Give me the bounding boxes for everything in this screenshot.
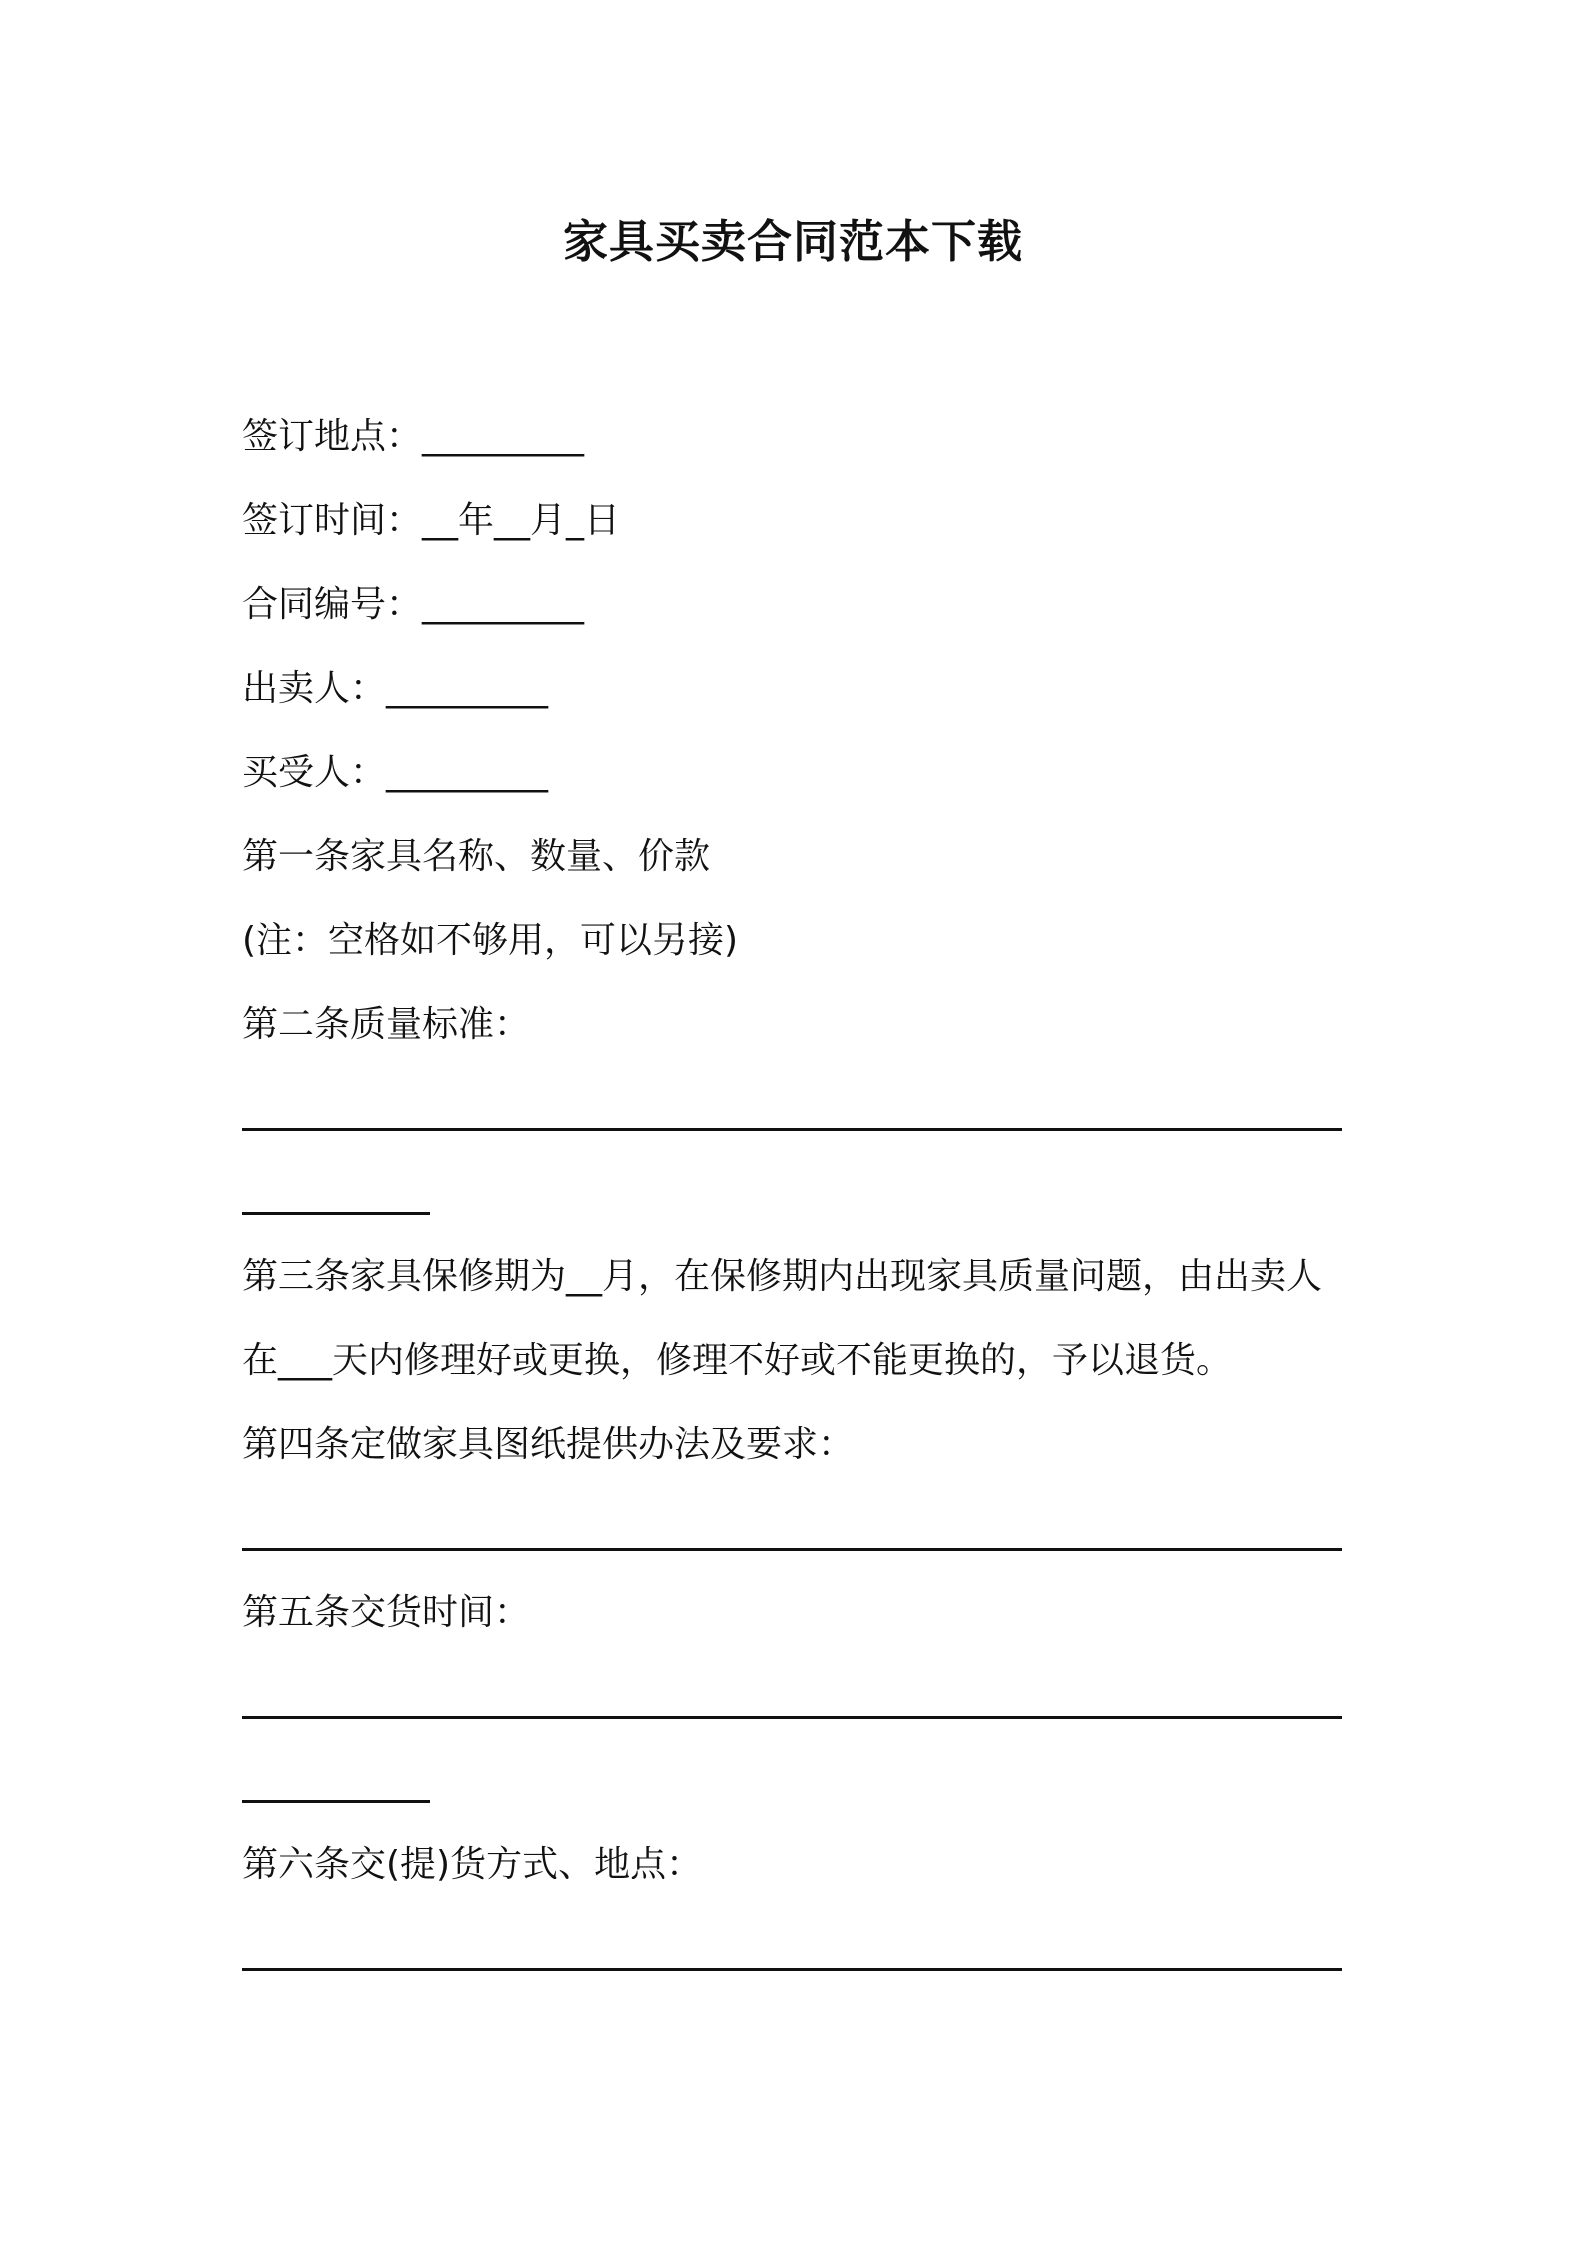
article-2-heading: 第二条质量标准： xyxy=(242,1004,531,1045)
article-5-blank-line-short xyxy=(242,1800,430,1803)
seller-line: 出卖人：_________ xyxy=(242,668,549,709)
document-title: 家具买卖合同范本下载 xyxy=(562,215,1023,268)
buyer-line: 买受人：_________ xyxy=(242,752,549,793)
article-4-heading: 第四条定做家具图纸提供办法及要求： xyxy=(242,1424,855,1465)
article-2-blank-line xyxy=(242,1128,1342,1131)
article-4-blank-line xyxy=(242,1548,1342,1551)
article-6-heading: 第六条交(提)货方式、地点： xyxy=(242,1844,703,1885)
article-1-note: (注：空格如不够用，可以另接) xyxy=(242,920,739,961)
article-5-heading: 第五条交货时间： xyxy=(242,1592,531,1633)
signing-place-line: 签订地点：_________ xyxy=(242,416,585,457)
article-5-blank-line xyxy=(242,1716,1342,1719)
article-1-heading: 第一条家具名称、数量、价款 xyxy=(242,836,711,877)
article-3-line-2: 在___天内修理好或更换，修理不好或不能更换的，予以退货。 xyxy=(242,1340,1233,1381)
article-3-line-1: 第三条家具保修期为__月，在保修期内出现家具质量问题，由出卖人 xyxy=(242,1256,1323,1297)
signing-date-line: 签订时间：__年__月_日 xyxy=(242,500,621,541)
article-2-blank-line-short xyxy=(242,1212,430,1215)
article-6-blank-line xyxy=(242,1968,1342,1971)
contract-number-line: 合同编号：_________ xyxy=(242,584,585,625)
